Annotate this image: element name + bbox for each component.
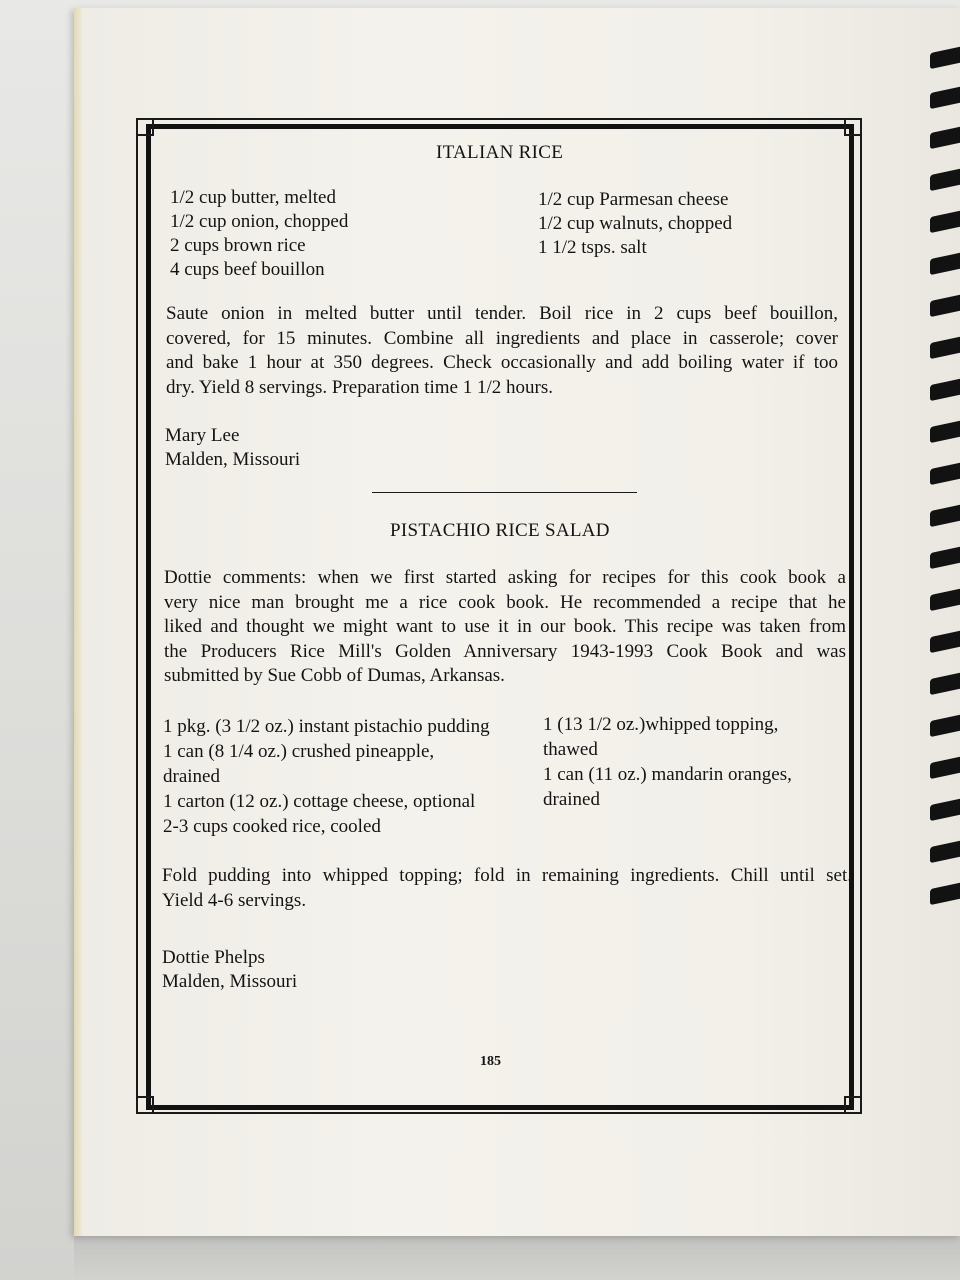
binding-coil [930,505,960,527]
comment-line: the Producers Rice Mill's Golden Anniversary 1943-1993 Cook Book and was [164,640,846,662]
border-corner [136,1096,154,1114]
comment-line: Dottie comments: when we first started asking for recipes for this cook book a [164,567,846,588]
binding-coil [930,589,960,611]
binding-coil [930,883,960,905]
ingredient: drained [543,789,600,810]
binding-coil [930,673,960,695]
directions-line: and bake 1 hour at 350 degrees. Check occasionally and add boiling water if too [166,352,838,373]
ingredient: drained [163,766,220,787]
binding-coil [930,295,960,317]
recipe-directions [162,864,852,913]
directions-line: Fold pudding into whipped topping; fold in remaining ingredients. Chill until set. [162,865,852,886]
binding-coil [930,631,960,653]
binding-coil [930,463,960,485]
ingredient: 1 1/2 tsps. salt [538,237,647,258]
ingredient: 1 can (8 1/4 oz.) crushed pineapple, [163,741,435,762]
ingredient: 1/2 cup walnuts, chopped [538,213,733,234]
author-location: Malden, Missouri [162,971,298,992]
author-location: Malden, Missouri [165,449,301,470]
binding-coil [930,799,960,821]
binding-coil [930,841,960,863]
ingredient: 1 carton (12 oz.) cottage cheese, optional [163,791,476,812]
author-name: Mary Lee [165,425,240,446]
page-edge [74,8,82,1236]
directions-line: Yield 4-6 servings. [162,889,307,911]
border-corner [844,118,862,136]
binding-coil [930,169,960,191]
recipe-title: PISTACHIO RICE SALAD [390,520,610,541]
binding-coil [930,47,960,69]
binding-coil [930,337,960,359]
binding-coil [930,253,960,275]
ingredient-list-left [170,186,348,282]
ingredient: 1/2 cup onion, chopped [170,211,349,232]
binding-coil [930,757,960,779]
ingredient: 4 cups beef bouillon [170,259,325,280]
author-name: Dottie Phelps [162,947,265,968]
ingredient-list-right [543,712,792,812]
border-corner [136,118,154,136]
binding-coil [930,87,960,109]
ingredient-list-left [163,714,490,839]
ingredient: 2 cups brown rice [170,235,306,256]
comment-line: very nice man brought me a rice cook book. He recommended a recipe that he [164,591,846,613]
ingredient: 2-3 cups cooked rice, cooled [163,816,381,837]
ingredient: thawed [543,739,598,760]
page-number: 185 [480,1054,501,1069]
recipe-title: ITALIAN RICE [436,142,564,163]
ingredient-list-right [538,188,732,260]
recipe-attribution [162,946,297,994]
ingredient: 1 (13 1/2 oz.)whipped topping, [543,714,779,735]
ingredient: 1 can (11 oz.) mandarin oranges, [543,764,792,785]
recipe-directions [166,302,838,400]
comment-line: liked and thought we might want to use it in our book. This recipe was taken from [164,616,846,637]
directions-line: covered, for 15 minutes. Combine all ingredients and place in casserole; cover [166,327,838,349]
ingredient: 1 pkg. (3 1/2 oz.) instant pistachio pudding [163,716,490,737]
comment-line: submitted by Sue Cobb of Dumas, Arkansas. [164,665,505,686]
binding-coil [930,211,960,233]
ingredient: 1/2 cup butter, melted [170,187,336,208]
recipe-attribution [165,424,300,472]
section-divider [372,492,637,493]
directions-line: Saute onion in melted butter until tender. Boil rice in 2 cups beef bouillon, [166,303,838,324]
binding-coil [930,127,960,149]
border-corner [844,1096,862,1114]
binding-coil [930,715,960,737]
directions-line: dry. Yield 8 servings. Preparation time 1 1/2 hours. [166,376,553,398]
recipe-comment [164,566,846,689]
binding-coil [930,547,960,569]
ingredient: 1/2 cup Parmesan cheese [538,189,729,210]
page-shadow [74,1236,960,1280]
spiral-binding [924,40,960,940]
binding-coil [930,421,960,443]
binding-coil [930,379,960,401]
